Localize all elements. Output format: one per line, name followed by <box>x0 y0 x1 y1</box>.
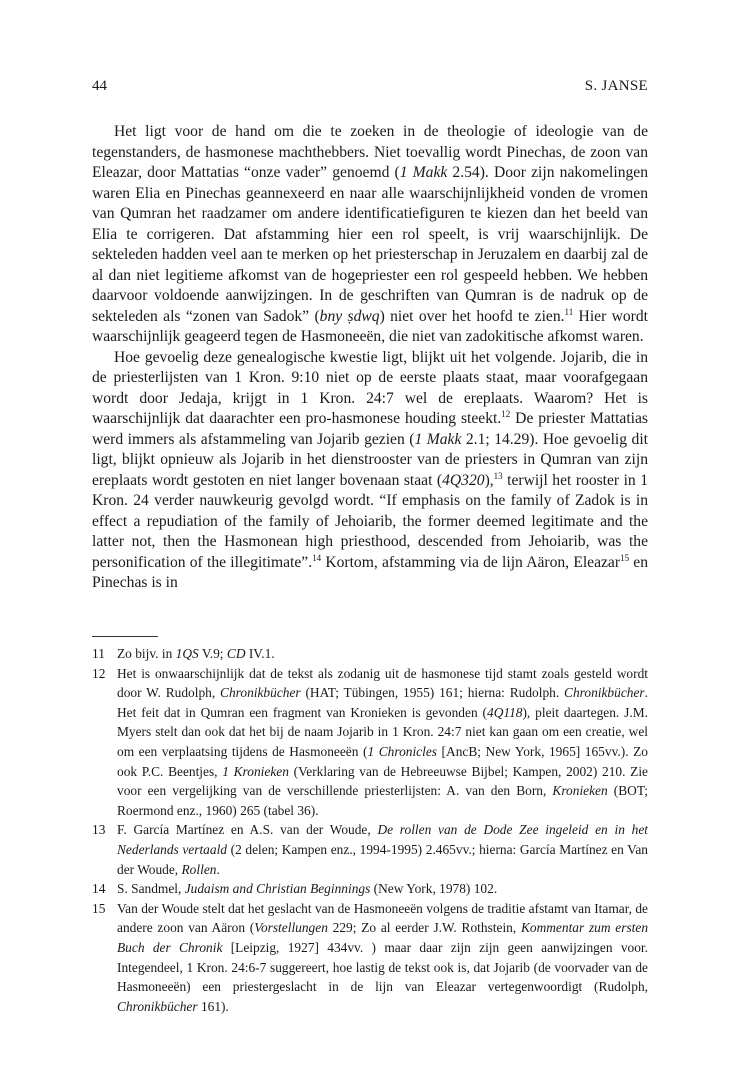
text-run: Zo bijv. in <box>117 646 176 661</box>
italic-text: Judaism and Christian Beginnings <box>184 881 371 897</box>
text-run: Het is onwaarschijnlijk dat de tekst als zodanig uit de hasmonese tijd stamt zoals gesteld wordt door W. Rudolph, <box>117 665 648 701</box>
text-run: [Leipzig, 1927] 434vv. ) maar daar zijn zijn geen aanwijzingen voor. Integendeel, 1 Kron. 24:6-7 suggereert, hoe lastig de tekst ook is, dat Jojarib (de voorvader van de Hasmoneeën) een priestergeslacht in de lijn van Eleazar vertegenwoordigt (Rudolph, <box>117 939 648 995</box>
footnote-text <box>117 644 648 664</box>
italic-text: CD <box>226 646 246 661</box>
text-run: ) niet over het hoofd te zien. <box>379 307 565 325</box>
main-text <box>92 122 648 594</box>
text-run: (BOT; Roermond enz., 1960) 265 (tabel 36). <box>117 783 648 818</box>
text-run: (HAT; Tübingen, 1955) 161; hierna: Rudolph. <box>300 685 565 701</box>
italic-text: 1 Kronieken <box>222 763 289 779</box>
italic-text: Kronieken <box>552 783 608 799</box>
italic-text: Chronikbücher <box>117 998 198 1014</box>
text-run: 2.1; 14.29). Hoe gevoelig dit ligt, blijkt opnieuw als Jojarib in het dienstrooster van de priesters in Qumran van zijn ereplaats wordt gestoten en niet langer bovenaan staat ( <box>92 430 648 489</box>
paragraph-1 <box>92 122 648 348</box>
footnote-number: 11 <box>92 646 105 661</box>
footnote-15 <box>92 899 648 1017</box>
italic-text: 1 Chronicles <box>367 743 437 759</box>
italic-text: Kommentar zum ersten Buch der Chronik <box>117 920 649 955</box>
text-run: (2 delen; Kampen enz., 1994-1995) 2.465vv.; hierna: García Martínez en Van der Woude, <box>117 841 648 877</box>
text-run: [AncB; New York, 1965] 165vv.). Zo ook P.C. Beentjes, <box>117 743 648 779</box>
text-run: Hier wordt waarschijnlijk geageerd tegen de Hasmoneeën, die niet van zadokitische afkomst waren. <box>92 307 648 345</box>
text-run: Het ligt voor de hand om die te zoeken in de theologie of ideologie van de tegenstanders, de hasmonese machthebbers. Niet toevallig wordt Pinechas, de zoon van Eleazar, door Mattatias “onze vader” genoemd ( <box>92 123 648 181</box>
text-run: ), pleit daartegen. J.M. Myers stelt dan ook dat het bij de naam Jojarib in 1 Kron. 24:7 niet kan gaan om een creatie, wel om een verplaatsing tijdens de Hasmoneeën ( <box>117 704 648 759</box>
text-run: Van der Woude stelt dat het geslacht van de Hasmoneeën volgens de traditie afstamt van Itamar, de andere zoon van Aäron ( <box>117 900 648 936</box>
running-head-author: S. JANSE <box>584 78 648 94</box>
footnote-ref: 11 <box>564 306 574 317</box>
footnote-number: 12 <box>92 665 106 681</box>
text-run: 161). <box>197 998 229 1014</box>
footnote-14 <box>92 879 648 899</box>
text-run: IV.1. <box>245 646 275 661</box>
italic-text: 4Q320 <box>442 471 485 489</box>
footnote-text <box>117 820 648 879</box>
italic-text: 1QS <box>175 646 199 661</box>
footnote-ref: 15 <box>620 552 630 563</box>
footnote-13 <box>92 820 648 879</box>
italic-text: Chronikbücher <box>564 685 645 701</box>
text-run: (Verklaring van de Hebreeuwse Bijbel; Kampen, 2002) 210. Zie voor een vergelijking van de verschillende priesterlijsten: A. van den Born, <box>117 763 649 799</box>
footnote-11 <box>92 644 648 664</box>
footnote-separator <box>92 636 158 637</box>
footnote-text <box>117 664 648 821</box>
italic-text: De rollen van de Dode Zee ingeleid en in het Nederlands vertaald <box>117 822 648 857</box>
text-run: (New York, 1978) 102. <box>370 881 498 897</box>
text-run: Kortom, afstamming via de lijn Aäron, Eleazar <box>321 553 621 571</box>
italic-text: Rollen <box>181 861 217 877</box>
text-run: . Het feit dat in Qumran een fragment van Kronieken is gevonden ( <box>117 685 648 720</box>
italic-text: bny ṣdwq <box>319 307 380 325</box>
footnote-ref: 12 <box>501 409 511 419</box>
footnote-12 <box>92 664 648 821</box>
footnote-ref: 14 <box>312 552 322 563</box>
footnote-number: 13 <box>92 822 106 838</box>
text-run: 229; Zo al eerder J.W. Rothstein, <box>327 920 521 936</box>
text-run: . <box>216 861 220 877</box>
footnote-text <box>117 899 648 1017</box>
text-run: terwijl het rooster in 1 Kron. 24 verder nauwkeurig gevolgd wordt. “If emphasis on the family of Zadok is in effect a repudiation of the family of Jehoiarib, the former deemed legitimate and the latter not, then the Hasmonean high priesthood, descended from Jehoiarib, was the personification of the illegitimate”. <box>92 471 648 571</box>
paragraph-2 <box>92 348 648 594</box>
text-run: S. Sandmel, <box>117 881 185 897</box>
text-run: V.9; <box>198 646 227 661</box>
italic-text: Vorstellungen <box>254 920 328 936</box>
text-run: F. García Martínez en A.S. van der Woude, <box>117 822 378 838</box>
footnote-ref: 13 <box>493 470 503 481</box>
italic-text: 1 Makk <box>399 164 448 181</box>
text-run: en Pinechas is in <box>92 553 649 591</box>
text-run: ), <box>484 471 494 489</box>
footnote-number: 15 <box>92 900 106 916</box>
page-number: 44 <box>92 78 107 94</box>
italic-text: 1 Makk <box>414 430 462 448</box>
italic-text: 4Q118 <box>487 704 523 720</box>
text-run: Hoe gevoelig deze genealogische kwestie ligt, blijkt uit het volgende. Jojarib, die in de priesterlijsten van 1 Kron. 9:10 niet op de eerste plaats staat, maar voorafgegaan wordt door Jedaja, krijgt in 1 Kron. 24:7 wel de ereplaats. Waarom? Het is waarschijnlijk dat daarachter een pro-hasmonese houding steekt. <box>92 348 648 427</box>
footnote-number: 14 <box>92 881 106 897</box>
footnote-text <box>117 879 648 899</box>
text-run: De priester Mattatias werd immers als afstammeling van Jojarib gezien ( <box>92 410 648 448</box>
running-header <box>92 78 648 100</box>
italic-text: Chronikbücher <box>220 685 301 701</box>
footnotes <box>92 644 648 1016</box>
text-run: 2.54). Door zijn nakomelingen waren Elia en Pinechas geannexeerd en naar alle waarschijnlijkheid vonden de vromen van Qumran het raadzamer om andere identificatiefiguren te kiezen dan het beeld van Elia te corrigeren. Dat afstamming hier een rol speelt, is vrij waarschijnlijk. De sekteleden hadden veel aan te merken op het priesterschap in Jeruzalem en daarbij zal de al dan niet legitieme afkomst van de hogepriester een rol gespeeld hebben. We hebben daarvoor voldoende aanwijzingen. In de geschriften van Qumran is de nadruk op de sekteleden als “zonen van Sadok” ( <box>92 164 649 325</box>
